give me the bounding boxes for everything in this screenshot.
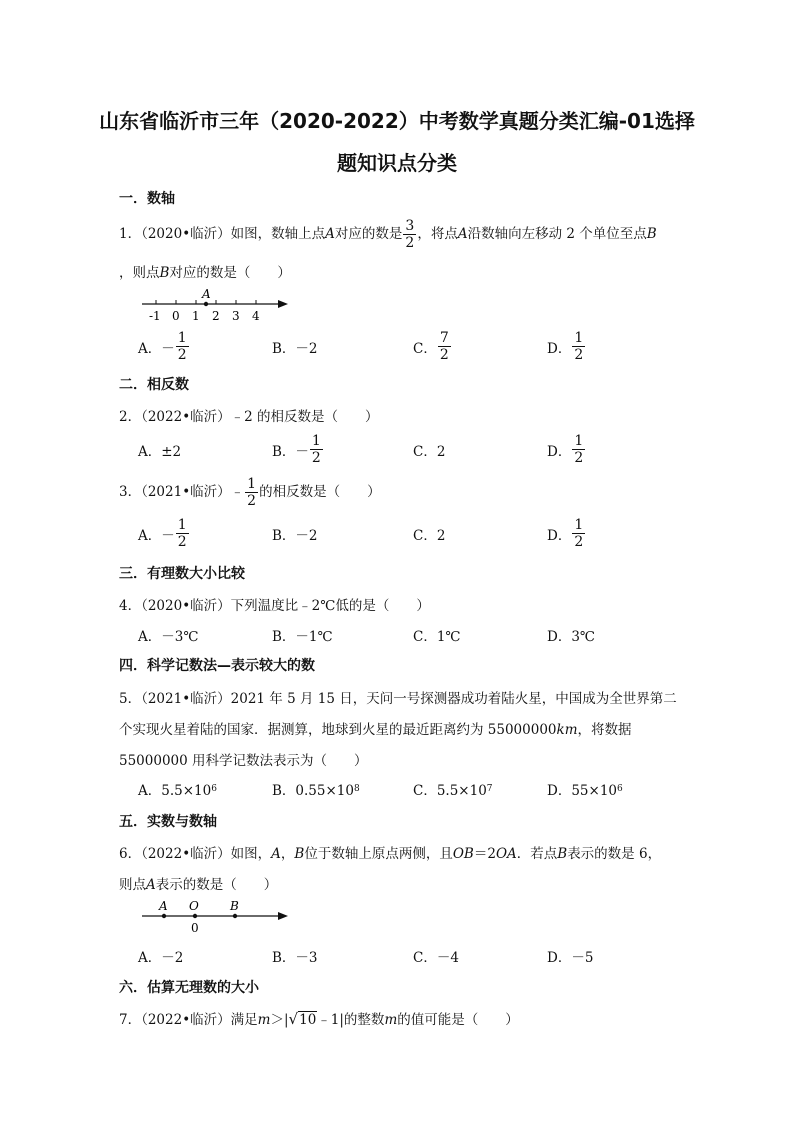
text: 表示的数是 6， xyxy=(567,846,662,862)
text: ＝2 xyxy=(473,846,496,862)
question-4: 4．（2020•临沂）下列温度比﹣2℃低的是（ ） xyxy=(119,598,430,614)
denominator: 2 xyxy=(574,450,584,466)
option-d[interactable]: D．3℃ xyxy=(547,629,596,645)
option-d[interactable] xyxy=(547,517,586,550)
denominator: 2 xyxy=(177,534,187,550)
tick-label: -1 xyxy=(149,309,161,323)
point-a-label: A xyxy=(159,899,168,913)
section-heading: 四．科学记数法—表示较大的数 xyxy=(119,658,315,674)
option-label: C． xyxy=(413,340,437,357)
option-c[interactable]: C．2 xyxy=(413,444,446,460)
text: ， xyxy=(280,846,295,862)
denominator: 2 xyxy=(311,450,321,466)
question-5-line1: 5．（2021•临沂）2021 年 5 月 15 日，天问一号探测器成功着陆火星，中国成为全世界第二 xyxy=(119,691,677,707)
text: 个实现火星着陆的国家．据测算，地球到火星的最近距离约为 55000000 xyxy=(119,722,557,738)
question-3 xyxy=(119,476,381,509)
tick-label: 4 xyxy=(252,309,260,323)
option-d[interactable] xyxy=(547,433,586,466)
option-a[interactable]: A．±2 xyxy=(138,444,182,460)
text: D．55×10 xyxy=(547,783,617,799)
numerator: 7 xyxy=(439,330,449,346)
var: A xyxy=(457,226,468,242)
tick-label: 2 xyxy=(212,309,220,323)
exponent: 6 xyxy=(211,784,217,794)
text: 的值可能是（ ） xyxy=(397,1012,519,1028)
tick-label: 0 xyxy=(172,309,180,323)
section-heading: 一．数轴 xyxy=(119,191,175,207)
fraction xyxy=(572,330,585,363)
option-label: B． xyxy=(272,443,296,460)
var: A xyxy=(271,846,281,862)
option-b[interactable]: B．－2 xyxy=(272,341,318,357)
option-d[interactable]: D．－5 xyxy=(547,950,594,966)
radicand: 10 xyxy=(299,1012,317,1028)
numerator: 1 xyxy=(177,330,187,346)
zero-label: 0 xyxy=(191,921,199,935)
fraction xyxy=(572,433,585,466)
var: B xyxy=(646,226,657,242)
fraction xyxy=(438,330,451,363)
point-b xyxy=(233,914,237,918)
denominator: 2 xyxy=(405,235,415,251)
point-o xyxy=(193,914,197,918)
point-o-label: O xyxy=(189,899,199,913)
point-a xyxy=(162,914,166,918)
tick-label: 1 xyxy=(192,309,200,323)
number-line-figure-1 xyxy=(138,286,298,326)
numerator: 1 xyxy=(574,517,584,533)
fraction xyxy=(176,517,189,550)
section-heading: 五．实数与数轴 xyxy=(119,814,217,830)
sign: － xyxy=(161,340,175,357)
var: A xyxy=(146,877,156,893)
point-a-label: A xyxy=(202,287,211,301)
numerator: 1 xyxy=(574,330,584,346)
option-label: A． xyxy=(138,340,162,357)
page-title-line2: 题知识点分类 xyxy=(337,151,457,175)
denominator: 2 xyxy=(574,534,584,550)
var: B xyxy=(557,846,568,862)
text: ＞| xyxy=(270,1012,289,1028)
exponent: 6 xyxy=(617,784,623,794)
text: 表示的数是（ ） xyxy=(155,877,278,893)
text: 对应的数是（ ） xyxy=(169,265,291,281)
text: 的相反数是（ ） xyxy=(259,484,381,500)
question-1-line1 xyxy=(119,218,657,251)
section-heading: 三．有理数大小比较 xyxy=(119,566,245,582)
var: B xyxy=(294,846,305,862)
number-line-figure-2 xyxy=(138,898,298,938)
text: 1．（2020•临沂）如图，数轴上点 xyxy=(119,226,326,242)
numerator: 3 xyxy=(405,218,415,234)
option-label: D． xyxy=(547,443,572,460)
fraction xyxy=(403,218,416,251)
question-7 xyxy=(119,1008,519,1028)
option-a[interactable]: A．－3℃ xyxy=(138,629,199,645)
var: B xyxy=(159,265,170,281)
text: C．5.5×10 xyxy=(413,783,487,799)
text: 3．（2021•临沂）﹣ xyxy=(119,484,245,500)
text: 对应的数是 xyxy=(334,226,403,242)
var: OA xyxy=(495,846,517,862)
option-c[interactable] xyxy=(413,330,452,363)
var: m xyxy=(257,1012,271,1028)
point-b-label: B xyxy=(230,899,239,913)
text: A．5.5×10 xyxy=(138,783,212,799)
option-b[interactable] xyxy=(272,779,360,799)
question-1-line2 xyxy=(119,261,291,281)
tick-label: 3 xyxy=(232,309,240,323)
denominator: 2 xyxy=(247,493,257,509)
point-a xyxy=(204,302,208,306)
option-a[interactable]: A．－2 xyxy=(138,950,184,966)
option-d[interactable] xyxy=(547,330,586,363)
option-label: D． xyxy=(547,527,572,544)
exponent: 8 xyxy=(353,784,360,794)
text: 位于数轴上原点两侧，且 xyxy=(304,846,453,862)
option-a[interactable] xyxy=(138,779,217,799)
unit: km xyxy=(556,722,578,738)
numerator: 1 xyxy=(247,476,257,492)
denominator: 2 xyxy=(439,347,449,363)
fraction xyxy=(572,517,585,550)
question-5-line3: 55000000 用科学记数法表示为（ ） xyxy=(119,753,368,769)
denominator: 2 xyxy=(177,347,187,363)
option-b[interactable] xyxy=(272,433,324,466)
option-b[interactable]: B．－2 xyxy=(272,528,318,544)
option-a[interactable] xyxy=(138,330,190,363)
question-6-line1 xyxy=(119,842,661,862)
section-heading: 六．估算无理数的大小 xyxy=(119,980,259,996)
option-label: D． xyxy=(547,340,572,357)
axis-arrow xyxy=(278,300,288,308)
option-d[interactable] xyxy=(547,779,623,799)
text: ﹣1|的整数 xyxy=(317,1012,385,1028)
numerator: 1 xyxy=(311,433,321,449)
question-2: 2．（2022•临沂）﹣2 的相反数是（ ） xyxy=(119,409,379,425)
text: B．0.55×10 xyxy=(272,783,354,799)
denominator: 2 xyxy=(574,347,584,363)
page-title: 山东省临沂市三年（2020-2022）中考数学真题分类汇编-01选择 xyxy=(99,109,695,133)
text: ，将点 xyxy=(417,226,458,242)
option-b[interactable]: B．－3 xyxy=(272,950,318,966)
option-c[interactable]: C．2 xyxy=(413,528,446,544)
var: m xyxy=(384,1012,398,1028)
var: OB xyxy=(452,846,474,862)
sign: － xyxy=(295,443,309,460)
axis-arrow xyxy=(278,912,288,920)
question-5-line2 xyxy=(119,718,632,738)
text: 沿数轴向左移动 2 个单位至点 xyxy=(467,226,647,242)
text: 则点 xyxy=(119,877,146,893)
fraction xyxy=(245,476,258,509)
sign: － xyxy=(161,527,175,544)
option-b[interactable]: B．－1℃ xyxy=(272,629,333,645)
option-c[interactable]: C．－4 xyxy=(413,950,459,966)
text: ．若点 xyxy=(516,846,558,862)
option-label: A． xyxy=(138,527,162,544)
sqrt-icon: √ xyxy=(288,1010,299,1028)
fraction xyxy=(176,330,189,363)
option-a[interactable] xyxy=(138,517,190,550)
section-heading: 二．相反数 xyxy=(119,377,189,393)
exponent: 7 xyxy=(486,784,493,794)
text: ，将数据 xyxy=(577,722,632,738)
numerator: 1 xyxy=(177,517,187,533)
fraction xyxy=(310,433,323,466)
option-c[interactable] xyxy=(413,779,493,799)
text: ，则点 xyxy=(119,265,160,281)
numerator: 1 xyxy=(574,433,584,449)
text: 7．（2022•临沂）满足 xyxy=(119,1012,258,1028)
option-c[interactable]: C．1℃ xyxy=(413,629,461,645)
var: A xyxy=(325,226,335,242)
question-6-line2 xyxy=(119,873,277,893)
text: 6．（2022•临沂）如图， xyxy=(119,846,272,862)
